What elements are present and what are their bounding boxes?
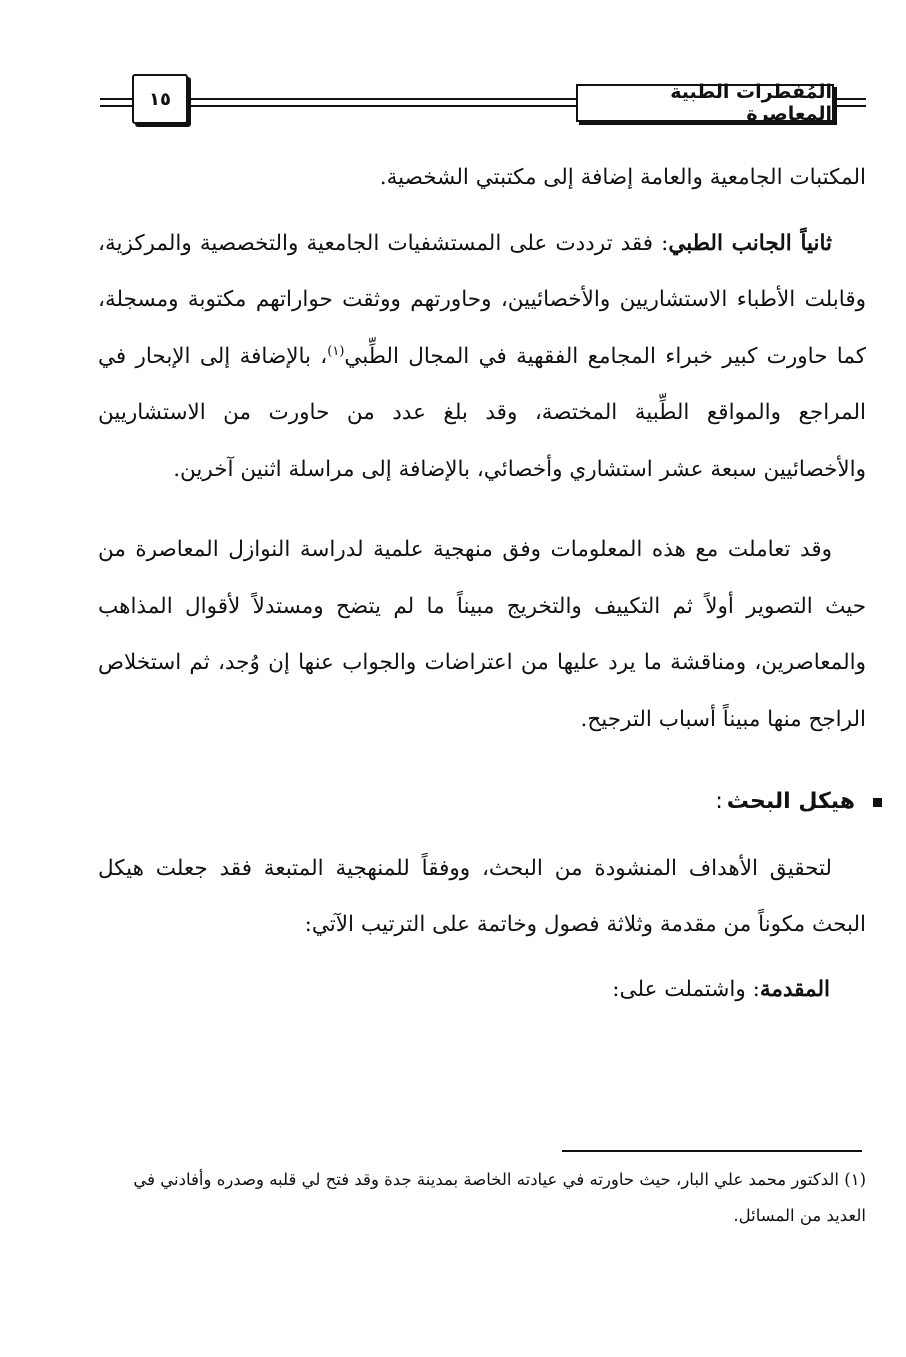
paragraph-structure: لتحقيق الأهداف المنشودة من البحث، ووفقاً للمنهجية المتبعة فقد جعلت هيكل البحث مكوناً من مقدمة وثلاثة فصول وخاتمة على الترتيب الآتي: bbox=[98, 855, 866, 937]
section-heading-colon: : bbox=[715, 789, 723, 814]
paragraph-medical-side bbox=[98, 216, 866, 499]
page-number: ١٥ bbox=[149, 88, 171, 110]
footnote-reference[interactable]: (١) bbox=[327, 343, 345, 359]
introduction-line bbox=[98, 962, 866, 1019]
paragraph-libraries: المكتبات الجامعية والعامة إضافة إلى مكتبتي الشخصية. bbox=[379, 165, 866, 190]
footnote: (١) الدكتور محمد علي البار، حيث حاورته في عيادته الخاصة بمدينة جدة وقد فتح لي قلبه وصدره وأفادني في العديد من المسائل. bbox=[133, 1170, 866, 1225]
book-title: المُفطرات الطبية المعاصرة bbox=[670, 81, 832, 125]
section-heading-text: هيكل البحث bbox=[726, 789, 855, 814]
page-body bbox=[98, 150, 866, 1018]
square-bullet-icon bbox=[873, 798, 882, 807]
medical-side-text-a: فقد ترددت على المستشفيات الجامعية والتخصصية والمركزية، وقابلت الأطباء الاستشاريين والأخصائيين، وحاورتهم ووثقت حواراتهم مكتوبة ومسجلة، كما حاورت كبير خبراء المجامع الفقهية في المجال الطِّبي bbox=[98, 230, 866, 369]
introduction-label: المقدمة bbox=[759, 976, 830, 1002]
medical-side-text-b: ، بالإضافة إلى الإبحار في المراجع والمواقع الطِّبية المختصة، وقد بلغ عدد من حاورت من الاستشاريين والأخصائيين سبعة عشر استشاري وأخصائي، بالإضافة إلى مراسلة اثنين آخرين. bbox=[98, 343, 866, 482]
section-heading-research-structure bbox=[98, 774, 882, 831]
medical-side-lead: ثانياً الجانب الطبي bbox=[668, 230, 832, 256]
footnote-separator bbox=[562, 1150, 862, 1152]
page-number-box bbox=[132, 74, 188, 124]
book-title-box bbox=[576, 81, 834, 125]
introduction-text: : واشتملت على: bbox=[612, 976, 760, 1002]
medical-side-colon: : bbox=[653, 230, 669, 256]
running-header bbox=[100, 70, 866, 130]
paragraph-methodology: وقد تعاملت مع هذه المعلومات وفق منهجية علمية لدراسة النوازل المعاصرة من حيث التصوير أولاً ثم التكييف والتخريج مبيناً ما لم يتضح ومستدلاً لأقوال المذاهب والمعاصرين، ومناقشة ما يرد عليها من اعتراضات والجواب عنها إن وُجد، ثم استخلاص الراجح منها مبيناً أسباب الترجيح. bbox=[98, 537, 866, 732]
